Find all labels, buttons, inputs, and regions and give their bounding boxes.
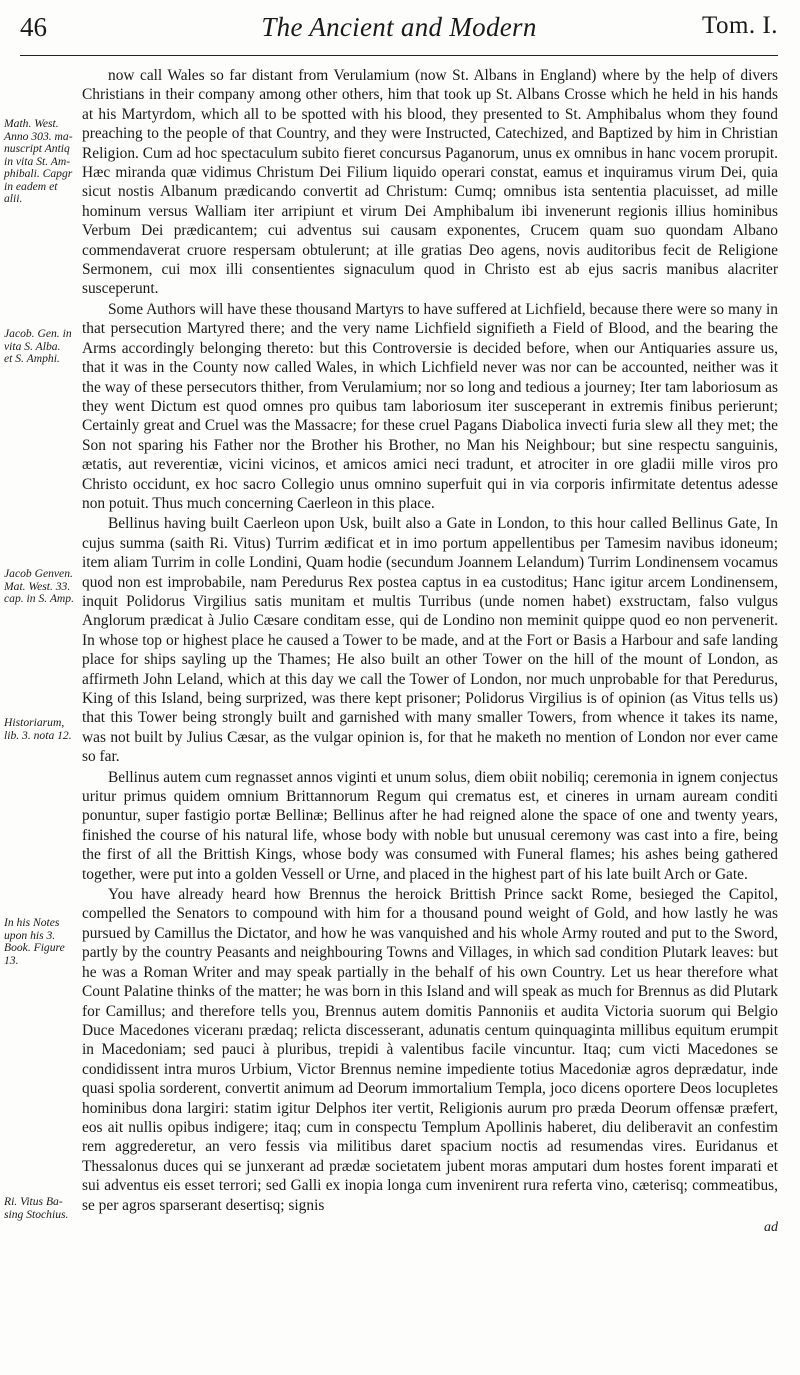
margin-note: Jacob. Gen. in vita S. Alba. et S. Amphi. <box>4 327 72 365</box>
margin-note: Historiarum, lib. 3. nota 12. <box>4 716 72 742</box>
paragraph: Bellinus having built Caerleon upon Usk, built also a Gate in London, to this hour called Bellinus Gate, In cujus summa (saith Ri. Vitus) Turrim ædificat et in imo portum appellentibus per Tamesim navibus idoneum; item aliam Turrim in colle Londini, Quam hodie (secundum Joannem Lelandum) Turrim Londinensem vocamus quod non est improbabile, nam Peredurus Rex postea captus in ea custoditus; Hanc igitur arcem Londinensem, inquit Polidorus Virgilius satis munitam et multis Turribus (unde nomen habet) exstructam, falso vulgus Anglorum prædicat à Julio Cæsare conditam esse, qui de Londino non meminit quippe quod eo non pervenerit. In whose top or highest place he caused a Tower to be made, and at the Fort or Basis a Harbour and safe landing place for ships sayling up the Thames; He also built an other Tower on the hill of the mount of London, as affirmeth John Leland, which at this day we call the Tower of London, nor much unprobable for that Peredurus, King of this Island, being surprized, was there kept prisoner; Polidorus Virgilius is of opinion (as Vitus tells us) that this Tower being strongly built and garnished with many smaller Towers, from whence it takes its name, was not built by Julius Cæsar, as the vulgar opinion is, for that he maketh no mention of London nor ever came so far. <box>82 515 778 766</box>
page-number: 46 <box>20 12 47 42</box>
header-rule <box>20 55 778 56</box>
running-title: The Ancient and Modern <box>261 12 537 42</box>
body-text <box>82 66 778 1235</box>
margin-note: Jacob Genven. Mat. West. 33. cap. in S. Amp. <box>4 567 74 605</box>
paragraph: Some Authors will have these thousand Martyrs to have suffered at Lichfield, because there were so many in that persecution Martyred there; and the very name Lichfield signifieth a Field of Blood, and the bearing the Arms accordingly belonging thereto: but this Controversie is decided before, when our Antiquaries assure us, that it was in the County now called Wales, in which Lichfield never was nor can be accounted, neither was it the way of these persecutors thither, from Verulamium; nor so long and tedious a journey; Iter tam laboriosum as they went Dictum est quod omnes pro quibus tam laboriosum iter susceperant in extremis finibus perierunt; Certainly great and Cruel was the Massacre; for these cruel Pagans Diabolica invecti furia slew all they met; the Son not sparing his Father nor the Brother his Brother, no Man his Neighbour; but sine respectu sanguinis, ætatis, aut reverentiæ, vicini vicinos, et amicos amici neci tradunt, et atrociter in ore gladii mille viros pro Christo occidunt, ex hoc sacro Collegio unus omnino superfuit qui in via corporis infirmitate detentus adesse non potuit. Thus much concerning Caerleon in this place. <box>82 300 778 512</box>
margin-note: Ri. Vitus Ba- sing Stochius. <box>4 1195 69 1221</box>
paragraph: Bellinus autem cum regnasset annos viginti et unum solus, diem obiit nobiliq; ceremonia in ignem conjectus uritur primus quidem omnium Brittannorum Regum qui crematus est, et cineres in urnam auream conditi ponuntur, super fastigio portæ Bellinæ; Bellinus after he had reigned alone the space of one and twenty years, finished the course of his natural life, whose body with noble but unusual ceremony was cast into a fire, being the first of all the Brittish Kings, whose body was consumed with Funeral flames; his ashes being gathered together, were put into a golden Vessell or Urne, and placed in the highest part of his late built Arch or Gate. <box>82 768 778 883</box>
paragraph: You have already heard how Brennus the heroick Brittish Prince sackt Rome, besieged the Capitol, compelled the Senators to compound with him for a thousand pound weight of Gold, and how lastly he was pursued by Camillus the Dictator, and how he was vanquished and his whole Army routed and put to the Sword, partly by the country Peasants and neighbouring Towns and Villages, in which sad condition Plutark leaves: but he was a Roman Writer and may speak partially in the behalf of his own Country. Let us hear therefore what Count Palatine thinks of the matter; he was born in this Island and will speak as much for Brennus as did Plutark for Camillus; and therefore tells you, Brennus autem domitis Pannoniis et audita Victoria suorum qui Belgio Duce Macedones viceranı prædaq; relicta discesserant, adunatis centum quinquaginta millibus equitum erumpit in Macedoniam; sed pauci à pluribus, trepidi à valentibus facile vincuntur. Itaq; cum victi Macedones se condidissent intra muros Urbium, Victor Brennus nemine impediente totius Macedoniæ agros deprædatur, inde quasi spolia sorderent, convertit animum ad Deorum immortalium Templa, joco dicens oportere Deos locupletes hominibus dona largiri: statim igitur Delphos iter vertit, Religionis aurum pro præda Deorum offensæ præfert, eos ait nullis opibus indigere; itaq; cum in conspectu Templum Apollinis haberet, diu deliberavit an confestim rem aggrederetur, an vero fessis via militibus daret spacium noctis ad resumendas vires. Euridanus et Thessalonus duces qui se junxerant ad prædæ societatem jubent moras amputari dum hostes forent imparati et sui adventus eis esset terrori; sed Galli ex inopia longa cum invenirent rura referta vino, cæterisq; commeatibus, se per agros sparserant desertisq; signis <box>82 886 778 1214</box>
page-header <box>20 10 778 56</box>
margin-note: Math. West. Anno 303. ma- nuscript Antiq in vita St. Am- phibali. Capgr in eadem et alii. <box>4 117 73 205</box>
paragraph: now call Wales so far distant from Verulamium (now St. Albans in England) where by the help of divers Christians in their company among other others, him that took up St. Albans Crosse which he held in his hands at his Martyrdom, which all to be spotted with his blood, they presented to St. Amphibalus whom they found preaching to the people of that Country, and they were Instructed, Catechized, and Baptized by him in Christian Religion. Cum ad hoc spectaculum subito fieret concursus Paganorum, unus ex omnibus in hanc vocem prorupit. Hæc miranda quæ vidimus Christum Dei Filium liquido operari constat, eamus et inquiramus virum Dei, quia sicut nostis Albanum prædicando convertit ad Christum: Cumq; omnibus ista sententia placuisset, ad mille hominum versus Walliam iter arripiunt et virum Dei Amphibalum ibi invenerunt regionis illius hominibus Verbum Dei prædicantem; cui adventus sui causam exponentes, Crucem quam suo quondam Albano commendaverat cruore respersam obtulerunt; at ille gratias Deo agens, novis auditoribus fecit de Religione Sermonem, cui mox illi consentientes signaculum quod in Christo est ab ejus sacris manibus alacriter susceperunt. <box>82 67 778 298</box>
margin-note: In his Notes upon his 3. Book. Figure 13. <box>4 916 65 967</box>
catchword: ad <box>764 1219 778 1235</box>
volume-label: Tom. I. <box>701 12 778 39</box>
